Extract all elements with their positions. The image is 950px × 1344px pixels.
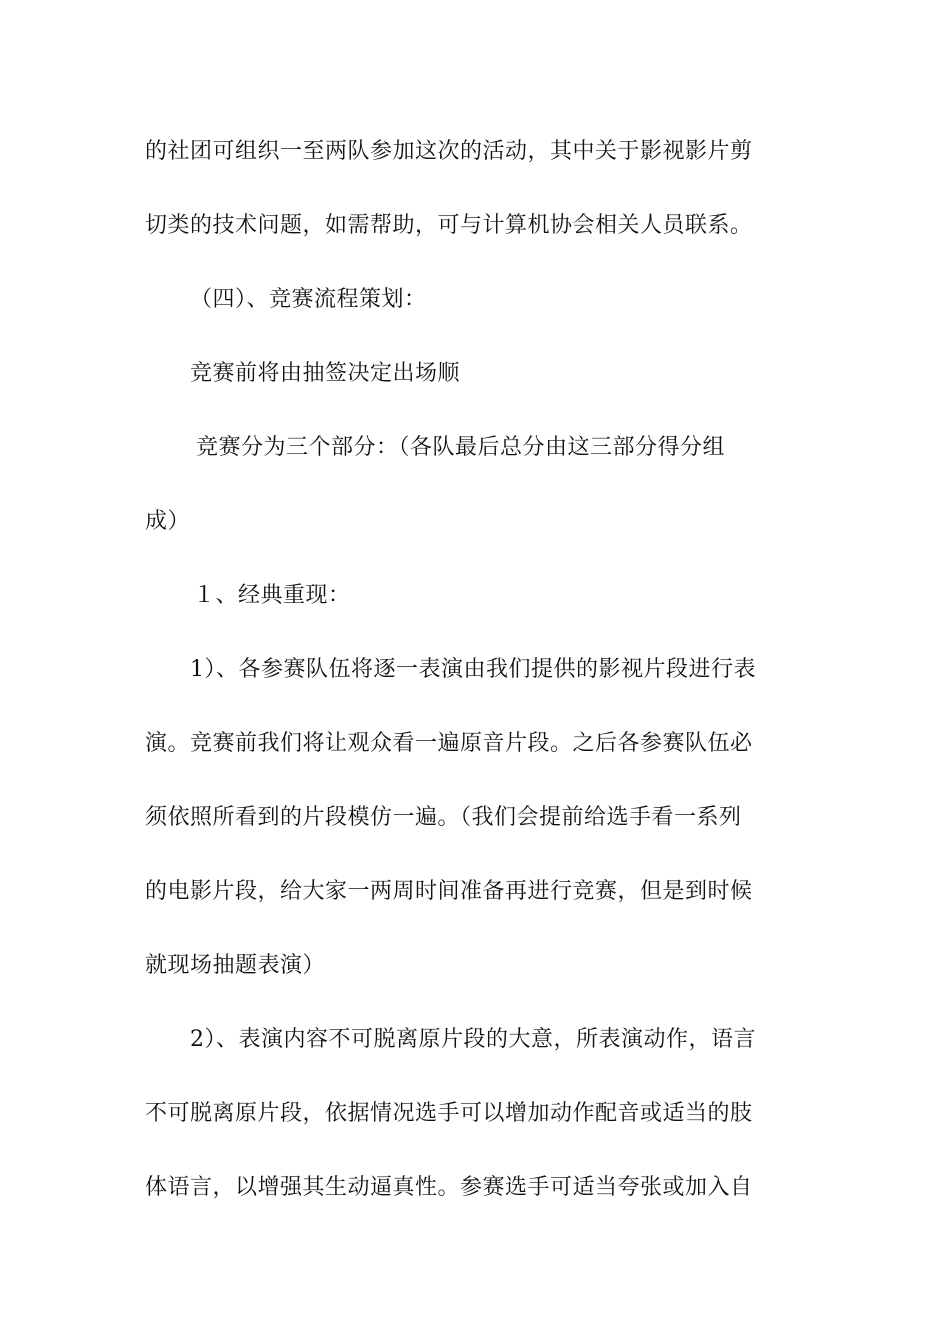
paragraph-line: 切类的技术问题，如需帮助，可与计算机协会相关人员联系。 xyxy=(145,213,753,238)
subsection-heading: １、经典重现： xyxy=(193,583,351,608)
paragraph-line: 竞赛分为三个部分：（各队最后总分由这三部分得分组 xyxy=(196,435,726,460)
paragraph-line: 演。竞赛前我们将让观众看一遍原音片段。之后各参赛队伍必 xyxy=(145,731,753,756)
paragraph-line: 成） xyxy=(145,509,191,534)
section-heading: （四）、竞赛流程策划： xyxy=(190,287,427,312)
paragraph-line: 须依照所看到的片段模仿一遍。（我们会提前给选手看一系列 xyxy=(145,805,742,830)
paragraph-line: 的社团可组织一至两队参加这次的活动，其中关于影视影片剪 xyxy=(145,139,753,164)
paragraph-line: 的电影片段，给大家一两周时间准备再进行竞赛，但是到时候 xyxy=(145,879,753,904)
paragraph-line: 就现场抽题表演） xyxy=(145,953,326,978)
paragraph-line: 体语言，以增强其生动逼真性。参赛选手可适当夸张或加入自 xyxy=(145,1175,753,1200)
paragraph-line: 竞赛前将由抽签决定出场顺 xyxy=(190,361,461,386)
paragraph-line: 2）、表演内容不可脱离原片段的大意，所表演动作，语言 xyxy=(190,1027,756,1052)
paragraph-line: 1）、各参赛队伍将逐一表演由我们提供的影视片段进行表 xyxy=(190,657,756,682)
paragraph-line: 不可脱离原片段，依据情况选手可以增加动作配音或适当的肢 xyxy=(145,1101,753,1126)
